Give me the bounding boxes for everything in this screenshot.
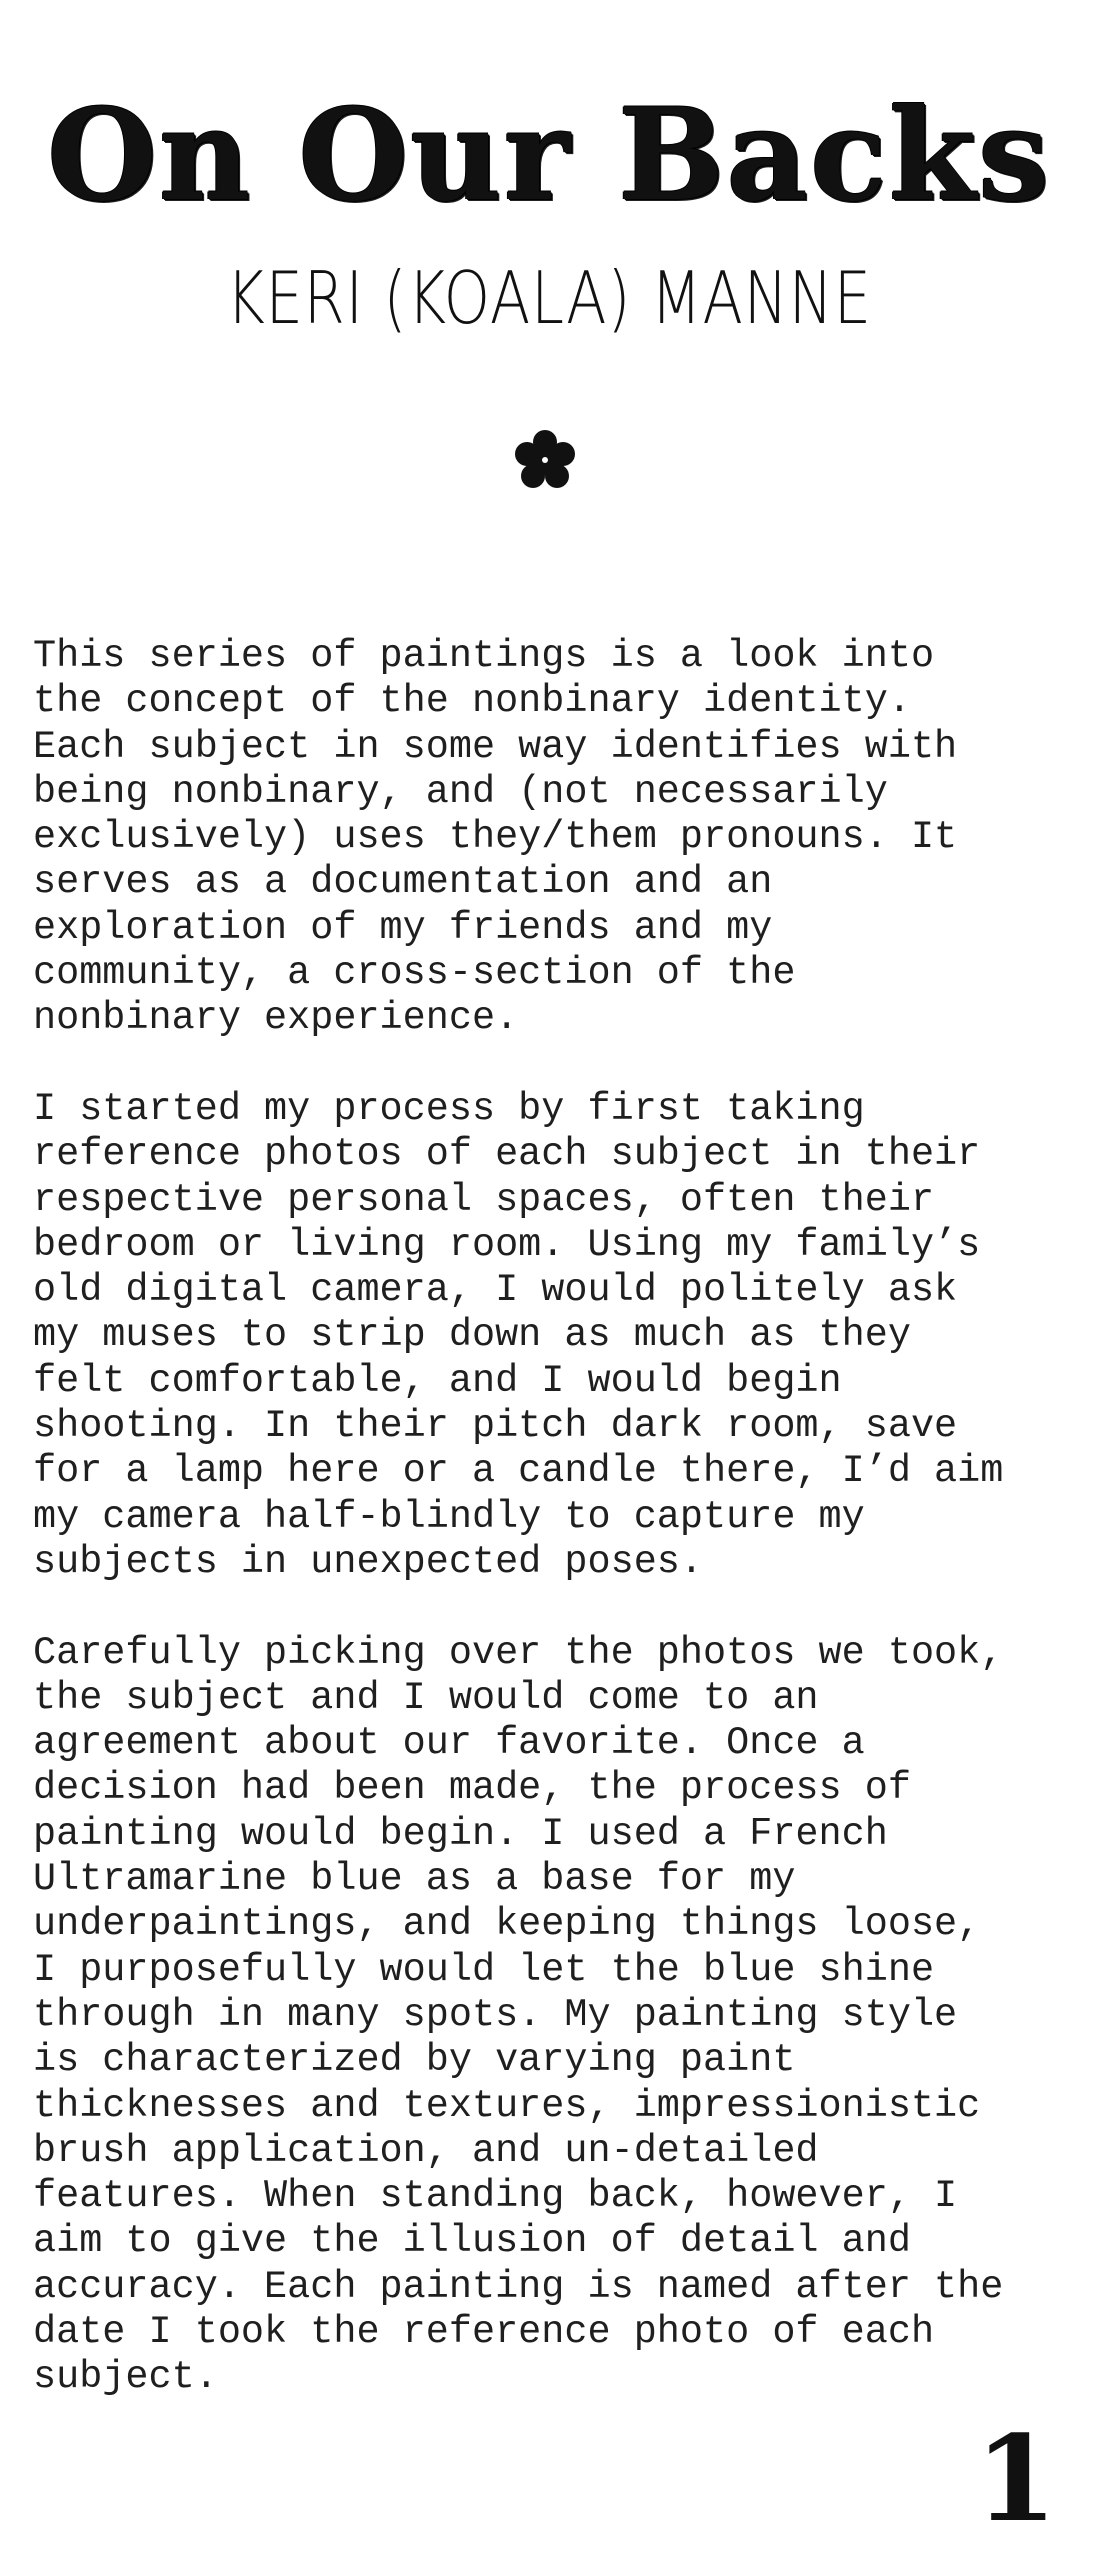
flower-icon: [512, 428, 578, 494]
author-name: KERI (KOALA) MANNE: [226, 256, 872, 340]
page-title: On Our Backs: [47, 81, 1051, 229]
page-number: 1: [975, 2409, 1058, 2548]
paragraph-process: I started my process by first taking reference photos of each subject in their respective personal spaces, often their bedroom or living room. Using my family’s old digital camera, I would politely ask my muses to strip down as much as they felt comfortable, and I would begin shooting. In their pitch dark room, save for a lamp here or a candle there, I’d aim my camera half-blindly to capture my subjects in unexpected poses.: [33, 1086, 1004, 1584]
article-body: [33, 634, 1073, 2446]
paragraph-painting: Carefully picking over the photos we took, the subject and I would come to an agreement about our favorite. Once a decision had been made, the process of painting would begin. I used a French Ultramarine blue as a base for my underpaintings, and keeping things loose, I purposefully would let the blue shine through in many spots. My painting style is characterized by varying paint thicknesses and textures, impressionistic brush application, and un-detailed features. When standing back, however, I aim to give the illusion of detail and accuracy. Each painting is named after the date I took the reference photo of each subject.: [33, 1630, 1004, 2400]
paragraph-intro: This series of paintings is a look into the concept of the nonbinary identity. Each subject in some way identifies with being nonbinary, and (not necessarily exclusively) uses they/them pronouns. It serves as a documentation and an exploration of my friends and my community, a cross-section of the nonbinary experience.: [33, 634, 958, 1041]
